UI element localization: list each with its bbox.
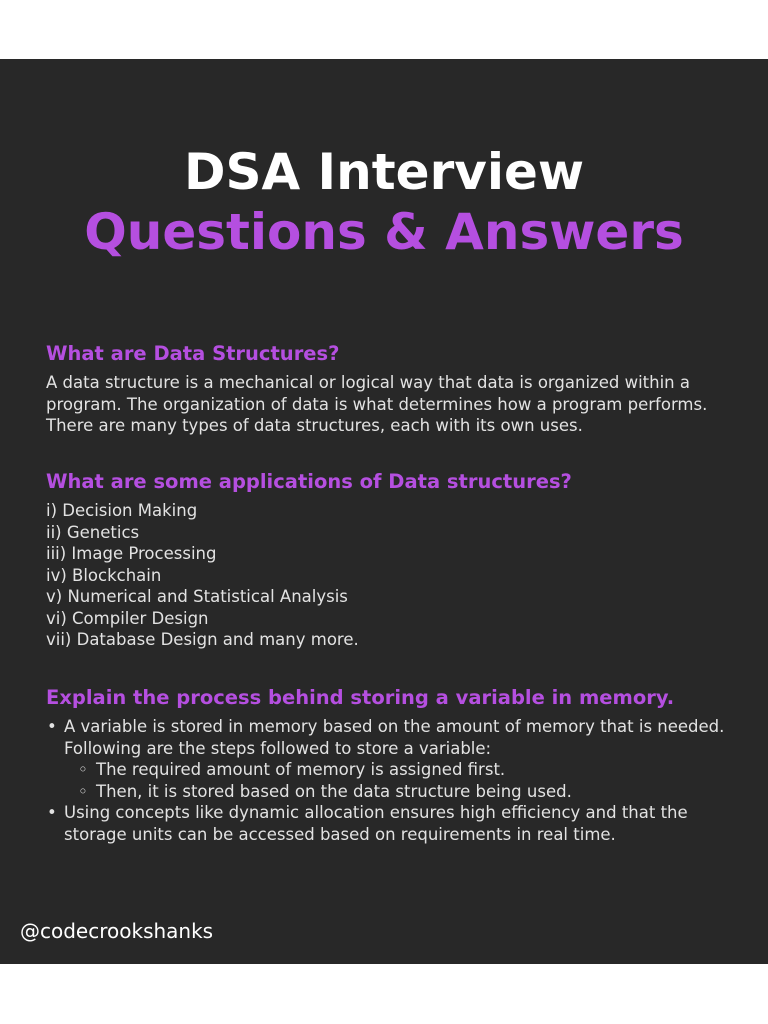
sub-bullets <box>64 759 746 802</box>
section-applications <box>46 468 736 651</box>
list-item: vii) Database Design and many more. <box>46 630 359 649</box>
bullet-text: A variable is stored in memory based on the amount of memory that is needed. Following are the steps followed to store a variable: <box>64 717 725 758</box>
list-item: i) Decision Making <box>46 501 198 520</box>
title-line-1: DSA Interview <box>183 143 585 201</box>
title-line-2: Questions & Answers <box>84 203 684 261</box>
bullet-item <box>64 802 746 845</box>
section-data-structures <box>46 340 736 437</box>
sub-bullet-item: ◦ The required amount of memory is assigned first. <box>96 759 746 781</box>
bullet-item <box>64 716 746 802</box>
question-heading: Explain the process behind storing a variable in memory. <box>46 686 675 709</box>
list-item: v) Numerical and Statistical Analysis <box>46 587 348 606</box>
answer-paragraph: A data structure is a mechanical or logical way that data is organized within a program. The organization of data is what determines how a program performs. There are many types of data structures, each with its own uses. <box>46 373 708 435</box>
post-card <box>0 59 768 964</box>
list-item: vi) Compiler Design <box>46 608 209 628</box>
list-item: ii) Genetics <box>46 522 140 542</box>
list-item: iii) Image Processing <box>46 544 217 563</box>
author-handle: @codecrookshanks <box>20 919 214 943</box>
memory-bullets <box>46 716 746 845</box>
list-item: iv) Blockchain <box>46 565 162 585</box>
applications-list <box>46 500 736 651</box>
sub-bullet-item: ◦ Then, it is stored based on the data structure being used. <box>96 781 746 803</box>
section-variable-memory <box>46 684 746 845</box>
question-heading: What are some applications of Data structures? <box>46 470 572 493</box>
bullet-text: Using concepts like dynamic allocation ensures high efficiency and that the storage units can be accessed based on requirements in real time. <box>64 803 688 844</box>
question-heading: What are Data Structures? <box>46 342 340 365</box>
